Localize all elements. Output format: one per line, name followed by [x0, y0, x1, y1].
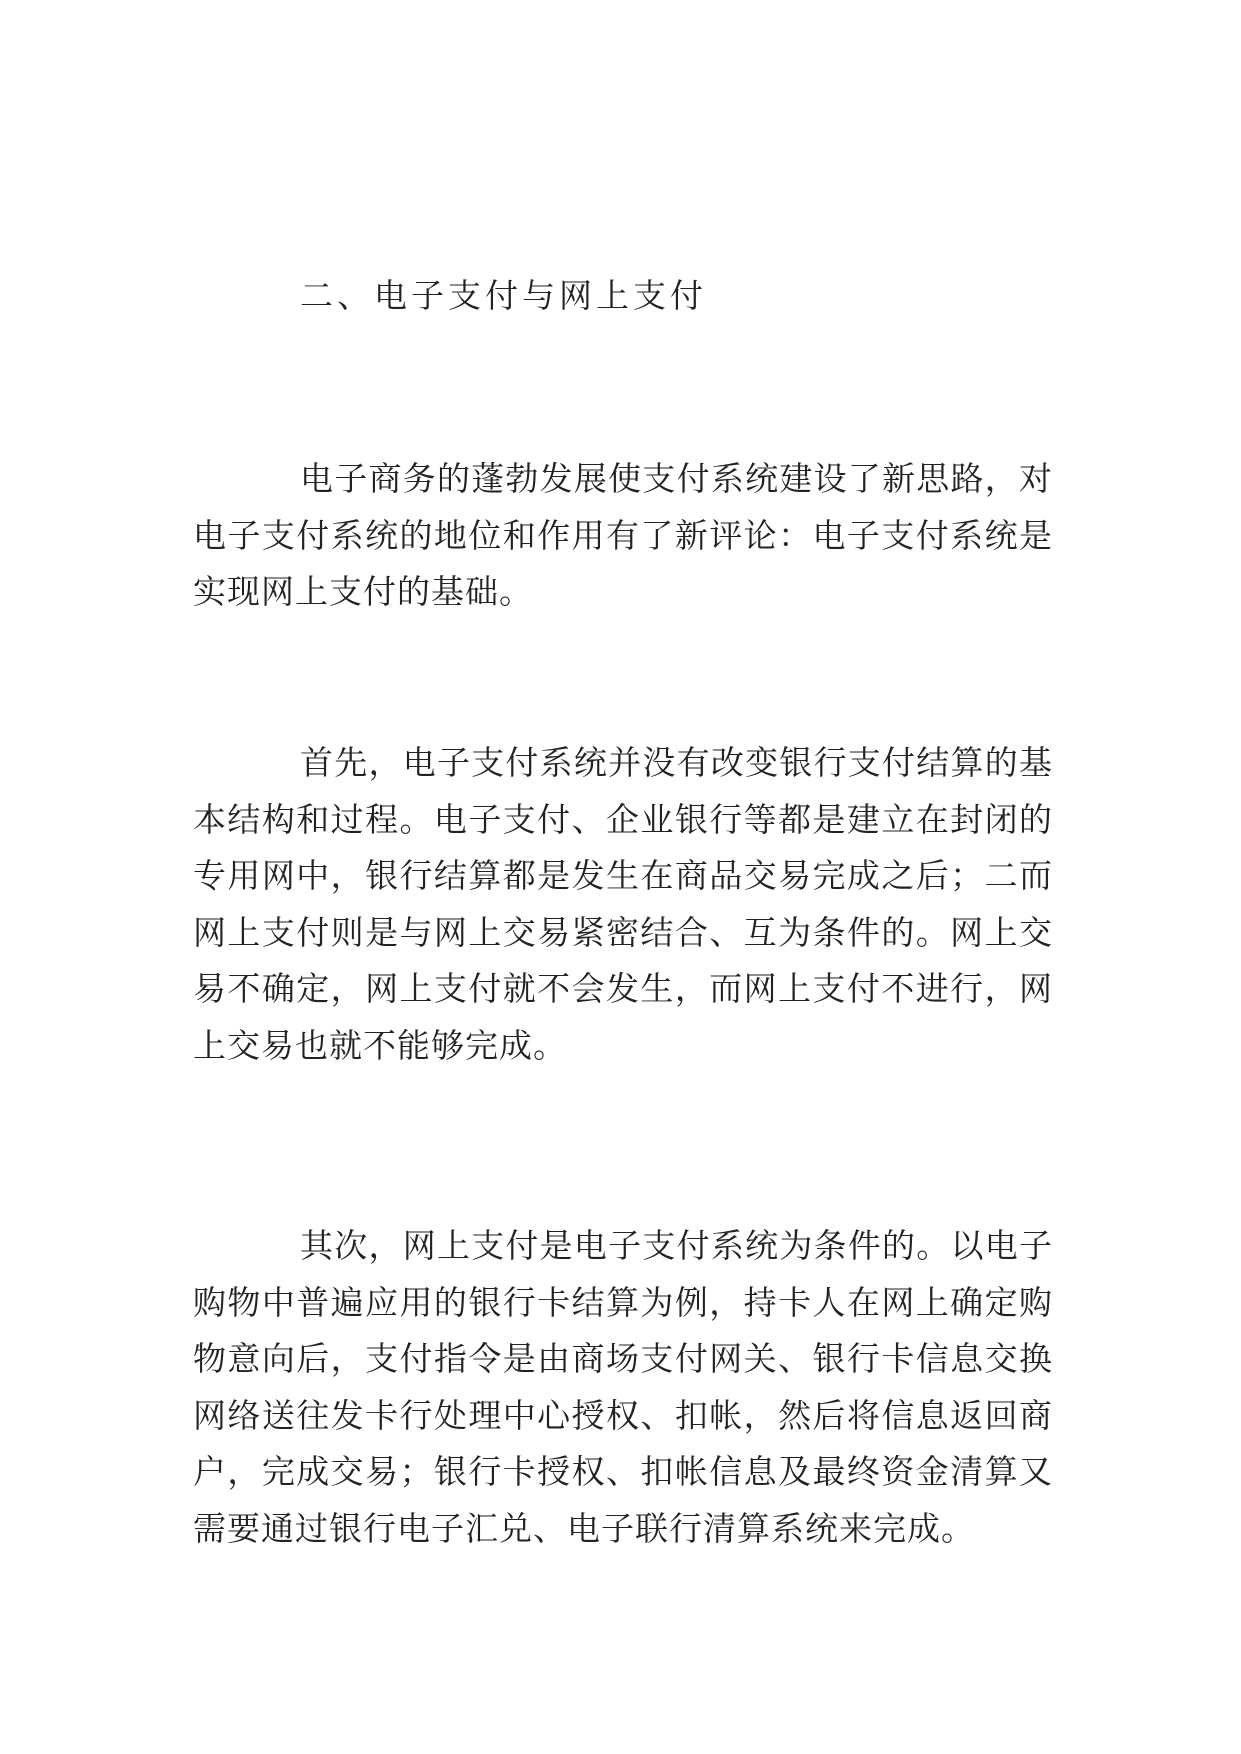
- paragraph-intro: 电子商务的蓬勃发展使支付系统建设了新思路，对电子支付系统的地位和作用有了新评论：电子支付系统是实现网上支付的基础。: [193, 459, 1053, 611]
- section-heading: 二、电子支付与网上支付: [300, 276, 707, 315]
- paragraph-first-point: 首先，电子支付系统并没有改变银行支付结算的基本结构和过程。电子支付、企业银行等都是建立在封闭的专用网中，银行结算都是发生在商品交易完成之后；二而网上支付则是与网上交易紧密结合、互为条件的。网上交易不确定，网上支付就不会发生，而网上支付不进行，网上交易也就不能够完成。: [193, 743, 1053, 1065]
- paragraph-second-point: 其次，网上支付是电子支付系统为条件的。以电子购物中普遍应用的银行卡结算为例，持卡人在网上确定购物意向后，支付指令是由商场支付网关、银行卡信息交换网络送往发卡行处理中心授权、扣帐，然后将信息返回商户，完成交易；银行卡授权、扣帐信息及最终资金清算又需要通过银行电子汇兑、电子联行清算系统来完成。: [193, 1226, 1053, 1548]
